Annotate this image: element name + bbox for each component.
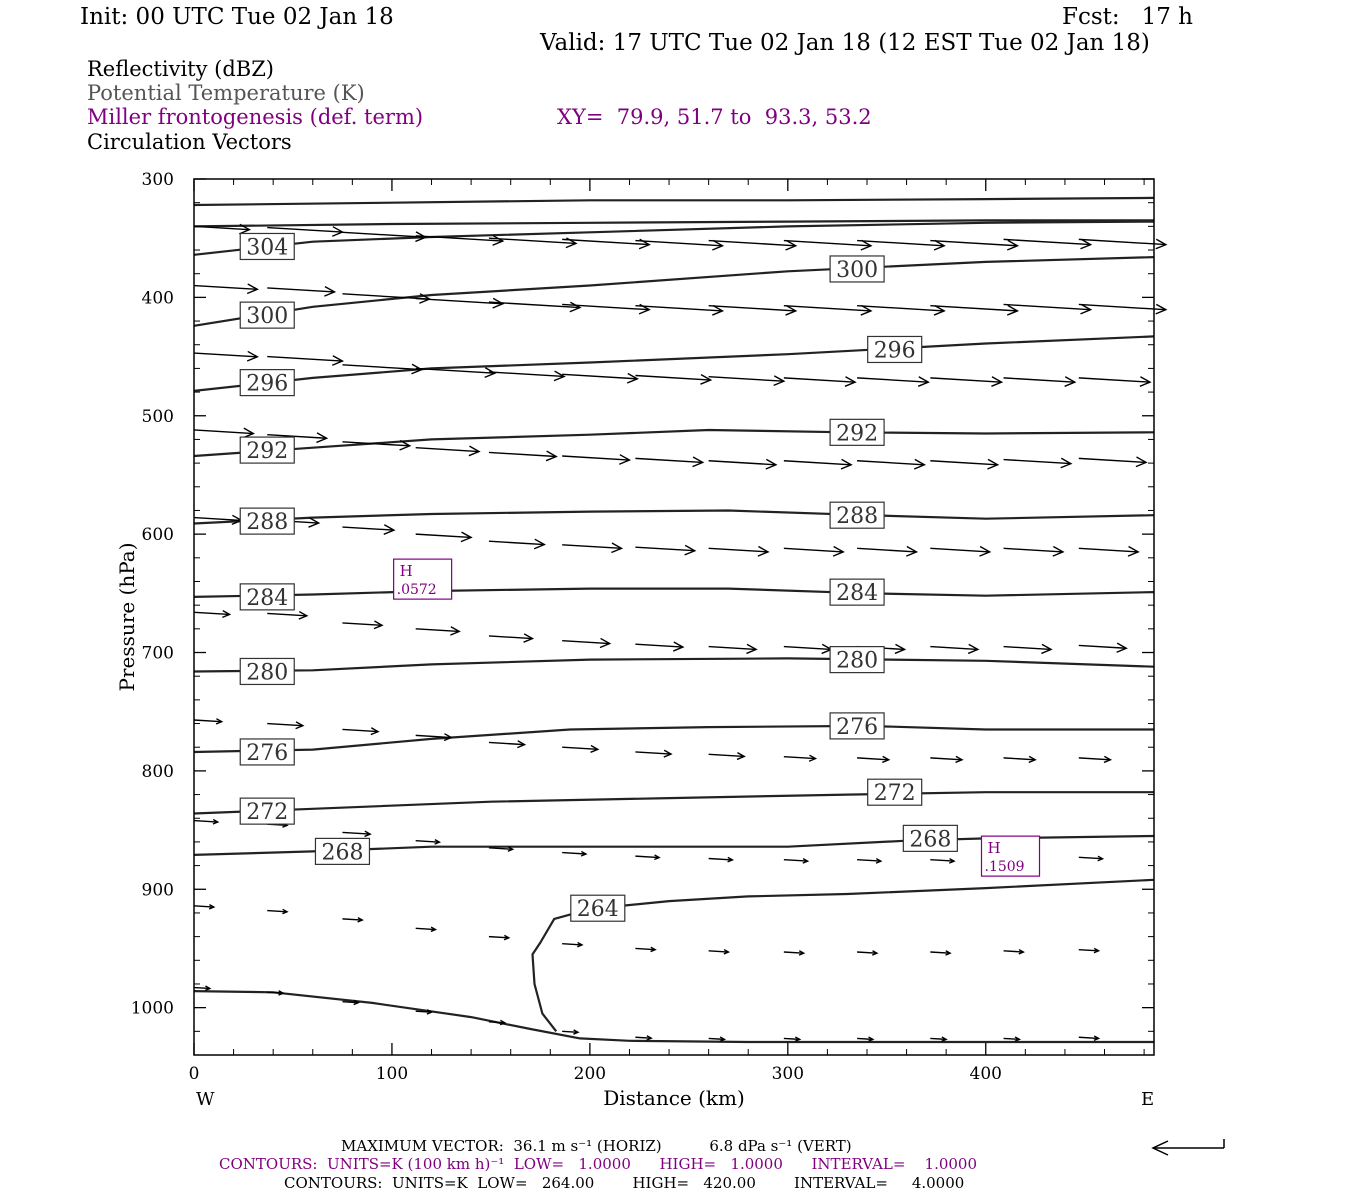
vector-shaft: [1004, 758, 1036, 760]
vector-shaft: [784, 241, 871, 246]
contour-label: 300: [246, 304, 289, 330]
vector-shaft: [1004, 548, 1063, 552]
vector-shaft: [416, 735, 452, 737]
vector-shaft: [342, 365, 421, 370]
contour-label: 280: [246, 660, 289, 686]
vector-shaft: [342, 729, 378, 731]
vector-shaft: [194, 720, 222, 722]
vector-shaft: [1079, 645, 1127, 648]
contour-label: 284: [246, 585, 289, 611]
vector-shaft: [635, 752, 671, 754]
vector-shaft: [267, 724, 303, 726]
legend-circulation-vectors: Circulation Vectors: [87, 130, 292, 154]
vector-shaft: [342, 832, 370, 834]
vector-shaft: [930, 647, 978, 650]
vector-shaft: [267, 228, 342, 233]
vector-shaft: [784, 647, 832, 650]
maximum-vector-note: MAXIMUM VECTOR: 36.1 m s⁻¹ (HORIZ) 6.8 dPa s⁻¹ (VERT): [341, 1137, 852, 1155]
vector-shaft: [930, 378, 1001, 382]
x-tick-label: 100: [375, 1064, 409, 1084]
isentrope-line: [194, 511, 1154, 524]
contour-label: 296: [873, 338, 916, 364]
vector-shaft: [1004, 304, 1091, 309]
vector-shaft: [342, 623, 382, 625]
isentrope-line: [194, 198, 1154, 205]
vector-shaft: [267, 288, 334, 292]
isentrope-line: [194, 658, 1154, 671]
vector-shaft: [784, 306, 871, 311]
contour-label: 276: [836, 714, 879, 740]
vector-shaft: [930, 548, 989, 552]
y-tick-label: 500: [141, 406, 174, 427]
vector-shaft: [784, 548, 843, 552]
isentrope-line: [194, 726, 1154, 752]
x-tick-label: 0: [188, 1064, 200, 1084]
isentrope-line: [194, 222, 1154, 255]
vector-shaft: [416, 448, 479, 452]
circulation-vectors: [194, 224, 1166, 1041]
vector-shaft: [1004, 460, 1071, 464]
vector-shaft: [562, 374, 637, 379]
forecast-hour: Fcst: 17 h: [1062, 4, 1193, 30]
vector-shaft: [1079, 378, 1150, 382]
contour-label: 296: [246, 371, 289, 397]
vector-shaft: [342, 527, 393, 530]
vector-shaft: [709, 461, 776, 465]
y-tick-label: 1000: [130, 998, 174, 1019]
isentrope-line: [194, 257, 1154, 326]
x-axis-label: Distance (km): [603, 1086, 745, 1110]
vector-shaft: [857, 461, 924, 465]
vector-shaft: [562, 641, 610, 644]
isentrope-line: [533, 880, 1155, 1032]
vector-shaft: [857, 758, 889, 760]
vector-shaft: [1004, 239, 1091, 244]
vector-shaft: [416, 629, 460, 632]
vector-shaft: [930, 758, 962, 760]
contour-label: 292: [246, 439, 289, 465]
vector-shaft: [1079, 758, 1111, 760]
contour-label: 268: [321, 840, 364, 866]
vector-shaft: [784, 378, 855, 382]
isentrope-line: [194, 430, 1154, 456]
vector-shaft: [784, 757, 816, 759]
x-end-label-west: W: [196, 1089, 215, 1110]
contour-label: 284: [836, 581, 879, 607]
vector-shaft: [267, 357, 342, 362]
x-tick-label: 200: [573, 1064, 607, 1084]
isentrope-contours: [194, 198, 1154, 1042]
isentrope-line: [194, 991, 1154, 1042]
vector-shaft: [489, 372, 564, 377]
vector-shaft: [416, 368, 495, 373]
theta-contour-info: CONTOURS: UNITS=K LOW= 264.00 HIGH= 420.00 INTERVAL= 4.0000: [284, 1174, 965, 1192]
vector-shaft: [416, 534, 471, 537]
y-tick-label: 400: [141, 288, 174, 309]
contour-label: 272: [873, 781, 916, 807]
cross-section-endpoints: XY= 79.9, 51.7 to 93.3, 53.2: [557, 105, 872, 129]
frontogenesis-max-value: .0572: [396, 582, 437, 599]
vector-shaft: [489, 636, 533, 639]
vector-shaft: [1004, 647, 1052, 650]
y-tick-label: 600: [141, 525, 174, 546]
legend-reflectivity: Reflectivity (dBZ): [87, 57, 275, 81]
vector-shaft: [342, 232, 425, 237]
contour-label: 292: [836, 421, 879, 447]
vector-shaft: [489, 541, 544, 544]
y-tick-label: 900: [141, 880, 174, 901]
vector-shaft: [1079, 548, 1138, 552]
vector-shaft: [857, 378, 928, 382]
contour-label: 276: [246, 740, 289, 766]
frontogenesis-max-label: H: [399, 562, 413, 581]
frontogenesis-max-label: H: [987, 839, 1001, 858]
vector-shaft: [416, 299, 503, 304]
vector-shaft: [194, 353, 257, 357]
vector-shaft: [709, 754, 745, 756]
reference-vector-icon: [1153, 1139, 1224, 1155]
vector-shaft: [635, 376, 710, 381]
vector-shaft: [194, 612, 230, 614]
vector-shaft: [857, 548, 916, 552]
vector-shaft: [267, 613, 307, 615]
contour-label: 280: [836, 648, 879, 674]
vector-shaft: [489, 742, 525, 744]
frontogenesis-max-value: .1509: [984, 859, 1025, 876]
isentrope-line: [194, 792, 1154, 813]
contour-label: 288: [246, 510, 289, 536]
contour-label: 300: [836, 257, 879, 283]
vector-shaft: [709, 647, 757, 650]
legend-miller-frontogenesis: Miller frontogenesis (def. term): [87, 105, 424, 129]
vector-shaft: [709, 548, 768, 552]
vector-shaft: [1079, 304, 1166, 309]
contour-label: 268: [909, 827, 952, 853]
contour-label: 304: [246, 235, 289, 261]
x-tick-label: 400: [969, 1064, 1002, 1084]
vector-shaft: [1079, 458, 1146, 462]
vector-shaft: [562, 747, 598, 749]
vector-shaft: [489, 452, 556, 456]
x-tick-label: 300: [771, 1064, 805, 1084]
contour-labels: [240, 233, 957, 922]
contour-label: 288: [836, 504, 879, 530]
vector-shaft: [635, 644, 683, 647]
vector-shaft: [194, 430, 253, 434]
vector-shaft: [635, 458, 702, 462]
y-tick-label: 300: [141, 170, 174, 190]
frontogenesis-contour-info: CONTOURS: UNITS=K (100 km h)⁻¹ LOW= 1.0000 HIGH= 1.0000 INTERVAL= 1.0000: [219, 1155, 978, 1173]
vector-shaft: [930, 461, 997, 465]
contour-label: 264: [576, 897, 619, 923]
vector-shaft: [1004, 378, 1075, 382]
init-time: Init: 00 UTC Tue 02 Jan 18: [80, 4, 394, 30]
legend-potential-temperature: Potential Temperature (K): [87, 81, 365, 105]
vector-shaft: [709, 377, 784, 382]
y-axis-label: Pressure (hPa): [115, 542, 139, 692]
vector-shaft: [784, 461, 851, 465]
vector-shaft: [1079, 239, 1166, 244]
isentrope-line: [194, 589, 1154, 597]
vector-shaft: [562, 545, 621, 549]
vector-shaft: [635, 547, 694, 551]
contour-label: 272: [246, 800, 289, 826]
vector-shaft: [562, 456, 629, 460]
y-tick-label: 700: [141, 643, 174, 664]
x-end-label-east: E: [1141, 1089, 1155, 1110]
y-tick-label: 800: [141, 761, 174, 782]
vector-shaft: [194, 286, 257, 290]
valid-time: Valid: 17 UTC Tue 02 Jan 18 (12 EST Tue 02 Jan 18): [540, 30, 1150, 56]
vector-shaft: [194, 518, 242, 521]
